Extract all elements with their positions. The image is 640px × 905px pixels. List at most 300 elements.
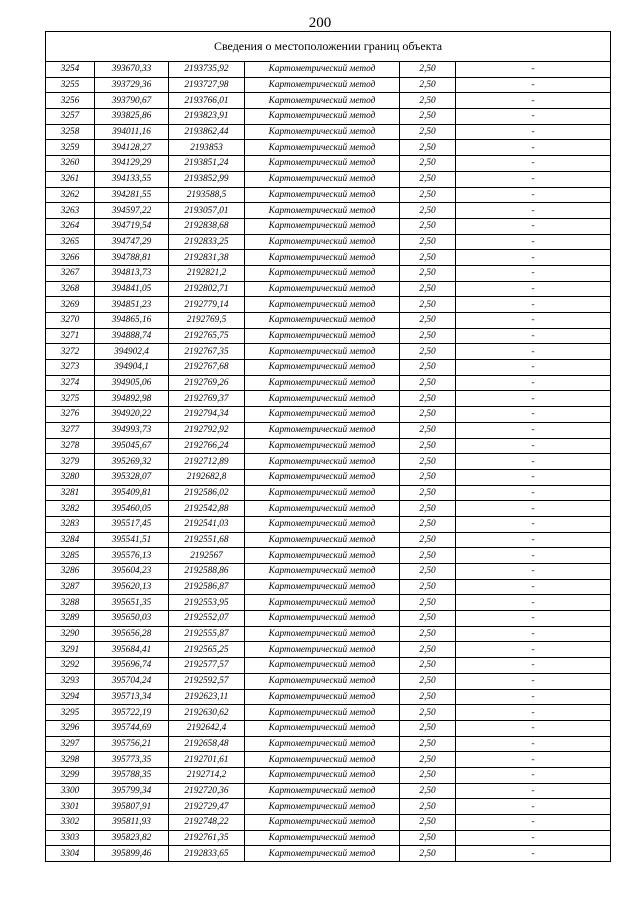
method-cell: Картометрический метод	[245, 705, 400, 721]
method-cell: Картометрический метод	[245, 658, 400, 674]
accuracy-cell: 2,50	[400, 203, 456, 219]
y-coordinate-cell: 2192769,37	[169, 391, 245, 407]
point-number-cell: 3270	[46, 313, 95, 329]
x-coordinate-cell: 395517,45	[95, 516, 169, 532]
accuracy-cell: 2,50	[400, 705, 456, 721]
method-cell: Картометрический метод	[245, 313, 400, 329]
accuracy-cell: 2,50	[400, 407, 456, 423]
method-cell: Картометрический метод	[245, 218, 400, 234]
point-number-cell: 3280	[46, 469, 95, 485]
y-coordinate-cell: 2193851,24	[169, 156, 245, 172]
y-coordinate-cell: 2192769,5	[169, 313, 245, 329]
y-coordinate-cell: 2192541,03	[169, 516, 245, 532]
boundary-points-table	[45, 31, 611, 862]
description-cell: -	[456, 673, 611, 689]
point-number-cell: 3297	[46, 736, 95, 752]
y-coordinate-cell: 2192766,24	[169, 438, 245, 454]
y-coordinate-cell: 2193727,98	[169, 77, 245, 93]
x-coordinate-cell: 395460,05	[95, 501, 169, 517]
y-coordinate-cell: 2192794,34	[169, 407, 245, 423]
method-cell: Картометрический метод	[245, 438, 400, 454]
x-coordinate-cell: 395756,21	[95, 736, 169, 752]
point-number-cell: 3265	[46, 234, 95, 250]
table-row	[46, 642, 611, 658]
point-number-cell: 3266	[46, 250, 95, 266]
x-coordinate-cell: 393790,67	[95, 93, 169, 109]
method-cell: Картометрический метод	[245, 93, 400, 109]
accuracy-cell: 2,50	[400, 454, 456, 470]
method-cell: Картометрический метод	[245, 454, 400, 470]
table-row	[46, 485, 611, 501]
method-cell: Картометрический метод	[245, 799, 400, 815]
method-cell: Картометрический метод	[245, 548, 400, 564]
table-row	[46, 93, 611, 109]
accuracy-cell: 2,50	[400, 109, 456, 125]
accuracy-cell: 2,50	[400, 469, 456, 485]
description-cell: -	[456, 234, 611, 250]
y-coordinate-cell: 2192767,35	[169, 344, 245, 360]
method-cell: Картометрический метод	[245, 846, 400, 862]
x-coordinate-cell: 395773,35	[95, 752, 169, 768]
x-coordinate-cell: 395713,34	[95, 689, 169, 705]
table-row	[46, 830, 611, 846]
point-number-cell: 3274	[46, 375, 95, 391]
table-row	[46, 77, 611, 93]
table-row	[46, 579, 611, 595]
table-row	[46, 203, 611, 219]
method-cell: Картометрический метод	[245, 469, 400, 485]
point-number-cell: 3303	[46, 830, 95, 846]
accuracy-cell: 2,50	[400, 720, 456, 736]
table-row	[46, 124, 611, 140]
y-coordinate-cell: 2192720,36	[169, 783, 245, 799]
accuracy-cell: 2,50	[400, 626, 456, 642]
point-number-cell: 3279	[46, 454, 95, 470]
table-row	[46, 720, 611, 736]
x-coordinate-cell: 395799,34	[95, 783, 169, 799]
description-cell: -	[456, 156, 611, 172]
y-coordinate-cell: 2193588,5	[169, 187, 245, 203]
method-cell: Картометрический метод	[245, 156, 400, 172]
table-row	[46, 171, 611, 187]
y-coordinate-cell: 2193862,44	[169, 124, 245, 140]
y-coordinate-cell: 2192586,87	[169, 579, 245, 595]
y-coordinate-cell: 2192567	[169, 548, 245, 564]
description-cell: -	[456, 501, 611, 517]
x-coordinate-cell: 395045,67	[95, 438, 169, 454]
description-cell: -	[456, 250, 611, 266]
table-row	[46, 689, 611, 705]
description-cell: -	[456, 391, 611, 407]
x-coordinate-cell: 395650,03	[95, 611, 169, 627]
point-number-cell: 3286	[46, 564, 95, 580]
accuracy-cell: 2,50	[400, 611, 456, 627]
point-number-cell: 3255	[46, 77, 95, 93]
description-cell: -	[456, 579, 611, 595]
table-row	[46, 548, 611, 564]
method-cell: Картометрический метод	[245, 501, 400, 517]
y-coordinate-cell: 2192630,62	[169, 705, 245, 721]
method-cell: Картометрический метод	[245, 626, 400, 642]
x-coordinate-cell: 395899,46	[95, 846, 169, 862]
table-row	[46, 799, 611, 815]
point-number-cell: 3276	[46, 407, 95, 423]
accuracy-cell: 2,50	[400, 156, 456, 172]
x-coordinate-cell: 394888,74	[95, 328, 169, 344]
table-row	[46, 109, 611, 125]
table-row	[46, 234, 611, 250]
table-row	[46, 62, 611, 78]
y-coordinate-cell: 2192769,26	[169, 375, 245, 391]
accuracy-cell: 2,50	[400, 124, 456, 140]
table-row	[46, 218, 611, 234]
point-number-cell: 3260	[46, 156, 95, 172]
method-cell: Картометрический метод	[245, 109, 400, 125]
table-row	[46, 516, 611, 532]
table-row	[46, 469, 611, 485]
table-body	[46, 62, 611, 862]
y-coordinate-cell: 2192821,2	[169, 265, 245, 281]
accuracy-cell: 2,50	[400, 767, 456, 783]
y-coordinate-cell: 2192748,22	[169, 815, 245, 831]
table-row	[46, 815, 611, 831]
point-number-cell: 3287	[46, 579, 95, 595]
accuracy-cell: 2,50	[400, 516, 456, 532]
description-cell: -	[456, 360, 611, 376]
method-cell: Картометрический метод	[245, 265, 400, 281]
x-coordinate-cell: 394905,06	[95, 375, 169, 391]
y-coordinate-cell: 2192729,47	[169, 799, 245, 815]
accuracy-cell: 2,50	[400, 642, 456, 658]
accuracy-cell: 2,50	[400, 375, 456, 391]
table-row	[46, 265, 611, 281]
accuracy-cell: 2,50	[400, 548, 456, 564]
table-row	[46, 658, 611, 674]
table-row	[46, 532, 611, 548]
point-number-cell: 3298	[46, 752, 95, 768]
table-row	[46, 281, 611, 297]
description-cell: -	[456, 516, 611, 532]
point-number-cell: 3282	[46, 501, 95, 517]
x-coordinate-cell: 395704,24	[95, 673, 169, 689]
description-cell: -	[456, 705, 611, 721]
description-cell: -	[456, 642, 611, 658]
y-coordinate-cell: 2192714,2	[169, 767, 245, 783]
method-cell: Картометрический метод	[245, 360, 400, 376]
description-cell: -	[456, 375, 611, 391]
point-number-cell: 3263	[46, 203, 95, 219]
table-row	[46, 375, 611, 391]
description-cell: -	[456, 313, 611, 329]
description-cell: -	[456, 62, 611, 78]
point-number-cell: 3268	[46, 281, 95, 297]
accuracy-cell: 2,50	[400, 62, 456, 78]
table-row	[46, 407, 611, 423]
description-cell: -	[456, 485, 611, 501]
method-cell: Картометрический метод	[245, 595, 400, 611]
point-number-cell: 3302	[46, 815, 95, 831]
point-number-cell: 3295	[46, 705, 95, 721]
description-cell: -	[456, 203, 611, 219]
y-coordinate-cell: 2192712,89	[169, 454, 245, 470]
y-coordinate-cell: 2192682,8	[169, 469, 245, 485]
method-cell: Картометрический метод	[245, 62, 400, 78]
table-row	[46, 140, 611, 156]
x-coordinate-cell: 394851,23	[95, 297, 169, 313]
point-number-cell: 3299	[46, 767, 95, 783]
y-coordinate-cell: 2192838,68	[169, 218, 245, 234]
point-number-cell: 3301	[46, 799, 95, 815]
accuracy-cell: 2,50	[400, 485, 456, 501]
x-coordinate-cell: 395684,41	[95, 642, 169, 658]
x-coordinate-cell: 394719,54	[95, 218, 169, 234]
description-cell: -	[456, 846, 611, 862]
description-cell: -	[456, 830, 611, 846]
y-coordinate-cell: 2193057,01	[169, 203, 245, 219]
description-cell: -	[456, 752, 611, 768]
table-row	[46, 328, 611, 344]
x-coordinate-cell: 394011,16	[95, 124, 169, 140]
y-coordinate-cell: 2192586,02	[169, 485, 245, 501]
method-cell: Картометрический метод	[245, 720, 400, 736]
method-cell: Картометрический метод	[245, 736, 400, 752]
description-cell: -	[456, 422, 611, 438]
table-row	[46, 156, 611, 172]
accuracy-cell: 2,50	[400, 93, 456, 109]
method-cell: Картометрический метод	[245, 830, 400, 846]
method-cell: Картометрический метод	[245, 642, 400, 658]
point-number-cell: 3261	[46, 171, 95, 187]
description-cell: -	[456, 109, 611, 125]
y-coordinate-cell: 2192642,4	[169, 720, 245, 736]
method-cell: Картометрический метод	[245, 815, 400, 831]
point-number-cell: 3289	[46, 611, 95, 627]
description-cell: -	[456, 171, 611, 187]
y-coordinate-cell: 2192565,25	[169, 642, 245, 658]
method-cell: Картометрический метод	[245, 328, 400, 344]
description-cell: -	[456, 93, 611, 109]
point-number-cell: 3288	[46, 595, 95, 611]
x-coordinate-cell: 394597,22	[95, 203, 169, 219]
point-number-cell: 3300	[46, 783, 95, 799]
x-coordinate-cell: 394892,98	[95, 391, 169, 407]
x-coordinate-cell: 394865,16	[95, 313, 169, 329]
description-cell: -	[456, 407, 611, 423]
description-cell: -	[456, 328, 611, 344]
accuracy-cell: 2,50	[400, 846, 456, 862]
table-row	[46, 767, 611, 783]
x-coordinate-cell: 393670,33	[95, 62, 169, 78]
table-row	[46, 626, 611, 642]
description-cell: -	[456, 469, 611, 485]
point-number-cell: 3254	[46, 62, 95, 78]
method-cell: Картометрический метод	[245, 187, 400, 203]
point-number-cell: 3257	[46, 109, 95, 125]
accuracy-cell: 2,50	[400, 673, 456, 689]
method-cell: Картометрический метод	[245, 140, 400, 156]
point-number-cell: 3262	[46, 187, 95, 203]
point-number-cell: 3258	[46, 124, 95, 140]
description-cell: -	[456, 532, 611, 548]
point-number-cell: 3264	[46, 218, 95, 234]
method-cell: Картометрический метод	[245, 297, 400, 313]
point-number-cell: 3294	[46, 689, 95, 705]
accuracy-cell: 2,50	[400, 595, 456, 611]
y-coordinate-cell: 2193766,01	[169, 93, 245, 109]
accuracy-cell: 2,50	[400, 736, 456, 752]
y-coordinate-cell: 2192555,87	[169, 626, 245, 642]
description-cell: -	[456, 658, 611, 674]
table-row	[46, 501, 611, 517]
description-cell: -	[456, 626, 611, 642]
accuracy-cell: 2,50	[400, 815, 456, 831]
x-coordinate-cell: 395269,32	[95, 454, 169, 470]
x-coordinate-cell: 393825,86	[95, 109, 169, 125]
table-row	[46, 595, 611, 611]
description-cell: -	[456, 611, 611, 627]
point-number-cell: 3284	[46, 532, 95, 548]
y-coordinate-cell: 2192701,61	[169, 752, 245, 768]
table-row	[46, 611, 611, 627]
description-cell: -	[456, 265, 611, 281]
table-row	[46, 736, 611, 752]
x-coordinate-cell: 394788,81	[95, 250, 169, 266]
accuracy-cell: 2,50	[400, 689, 456, 705]
point-number-cell: 3256	[46, 93, 95, 109]
method-cell: Картометрический метод	[245, 203, 400, 219]
method-cell: Картометрический метод	[245, 689, 400, 705]
y-coordinate-cell: 2192623,11	[169, 689, 245, 705]
x-coordinate-cell: 395807,91	[95, 799, 169, 815]
accuracy-cell: 2,50	[400, 77, 456, 93]
method-cell: Картометрический метод	[245, 344, 400, 360]
y-coordinate-cell: 2193735,92	[169, 62, 245, 78]
point-number-cell: 3269	[46, 297, 95, 313]
y-coordinate-cell: 2192779,14	[169, 297, 245, 313]
x-coordinate-cell: 394129,29	[95, 156, 169, 172]
x-coordinate-cell: 395576,13	[95, 548, 169, 564]
method-cell: Картометрический метод	[245, 250, 400, 266]
point-number-cell: 3291	[46, 642, 95, 658]
point-number-cell: 3296	[46, 720, 95, 736]
accuracy-cell: 2,50	[400, 438, 456, 454]
x-coordinate-cell: 394920,22	[95, 407, 169, 423]
accuracy-cell: 2,50	[400, 344, 456, 360]
point-number-cell: 3271	[46, 328, 95, 344]
y-coordinate-cell: 2192831,38	[169, 250, 245, 266]
method-cell: Картометрический метод	[245, 234, 400, 250]
point-number-cell: 3304	[46, 846, 95, 862]
description-cell: -	[456, 815, 611, 831]
description-cell: -	[456, 548, 611, 564]
description-cell: -	[456, 767, 611, 783]
y-coordinate-cell: 2193823,91	[169, 109, 245, 125]
description-cell: -	[456, 281, 611, 297]
method-cell: Картометрический метод	[245, 171, 400, 187]
x-coordinate-cell: 394993,73	[95, 422, 169, 438]
accuracy-cell: 2,50	[400, 250, 456, 266]
method-cell: Картометрический метод	[245, 516, 400, 532]
accuracy-cell: 2,50	[400, 752, 456, 768]
table-row	[46, 846, 611, 862]
table-title: Сведения о местоположении границ объекта	[46, 32, 611, 62]
method-cell: Картометрический метод	[245, 391, 400, 407]
x-coordinate-cell: 394902,4	[95, 344, 169, 360]
method-cell: Картометрический метод	[245, 564, 400, 580]
y-coordinate-cell: 2192833,65	[169, 846, 245, 862]
point-number-cell: 3283	[46, 516, 95, 532]
method-cell: Картометрический метод	[245, 579, 400, 595]
y-coordinate-cell: 2192792,92	[169, 422, 245, 438]
point-number-cell: 3277	[46, 422, 95, 438]
description-cell: -	[456, 187, 611, 203]
x-coordinate-cell: 395620,13	[95, 579, 169, 595]
x-coordinate-cell: 395744,69	[95, 720, 169, 736]
point-number-cell: 3267	[46, 265, 95, 281]
x-coordinate-cell: 395696,74	[95, 658, 169, 674]
x-coordinate-cell: 395788,35	[95, 767, 169, 783]
description-cell: -	[456, 218, 611, 234]
point-number-cell: 3293	[46, 673, 95, 689]
x-coordinate-cell: 394904,1	[95, 360, 169, 376]
table-row	[46, 187, 611, 203]
table-row	[46, 344, 611, 360]
y-coordinate-cell: 2192833,25	[169, 234, 245, 250]
y-coordinate-cell: 2192765,75	[169, 328, 245, 344]
method-cell: Картометрический метод	[245, 281, 400, 297]
description-cell: -	[456, 564, 611, 580]
method-cell: Картометрический метод	[245, 673, 400, 689]
accuracy-cell: 2,50	[400, 564, 456, 580]
x-coordinate-cell: 394281,55	[95, 187, 169, 203]
description-cell: -	[456, 720, 611, 736]
method-cell: Картометрический метод	[245, 422, 400, 438]
page-number: 200	[308, 15, 332, 31]
description-cell: -	[456, 595, 611, 611]
table-row	[46, 454, 611, 470]
table-row	[46, 673, 611, 689]
description-cell: -	[456, 297, 611, 313]
point-number-cell: 3292	[46, 658, 95, 674]
table-row	[46, 297, 611, 313]
description-cell: -	[456, 799, 611, 815]
accuracy-cell: 2,50	[400, 658, 456, 674]
table-row	[46, 313, 611, 329]
accuracy-cell: 2,50	[400, 328, 456, 344]
x-coordinate-cell: 395409,81	[95, 485, 169, 501]
table-row	[46, 564, 611, 580]
accuracy-cell: 2,50	[400, 297, 456, 313]
table-row	[46, 752, 611, 768]
x-coordinate-cell: 395656,28	[95, 626, 169, 642]
method-cell: Картометрический метод	[245, 767, 400, 783]
table-row	[46, 438, 611, 454]
x-coordinate-cell: 394747,29	[95, 234, 169, 250]
method-cell: Картометрический метод	[245, 77, 400, 93]
method-cell: Картометрический метод	[245, 375, 400, 391]
x-coordinate-cell: 394133,55	[95, 171, 169, 187]
description-cell: -	[456, 124, 611, 140]
point-number-cell: 3272	[46, 344, 95, 360]
accuracy-cell: 2,50	[400, 265, 456, 281]
method-cell: Картометрический метод	[245, 532, 400, 548]
method-cell: Картометрический метод	[245, 485, 400, 501]
y-coordinate-cell: 2192767,68	[169, 360, 245, 376]
y-coordinate-cell: 2193852,99	[169, 171, 245, 187]
y-coordinate-cell: 2192577,57	[169, 658, 245, 674]
accuracy-cell: 2,50	[400, 171, 456, 187]
y-coordinate-cell: 2192551,68	[169, 532, 245, 548]
